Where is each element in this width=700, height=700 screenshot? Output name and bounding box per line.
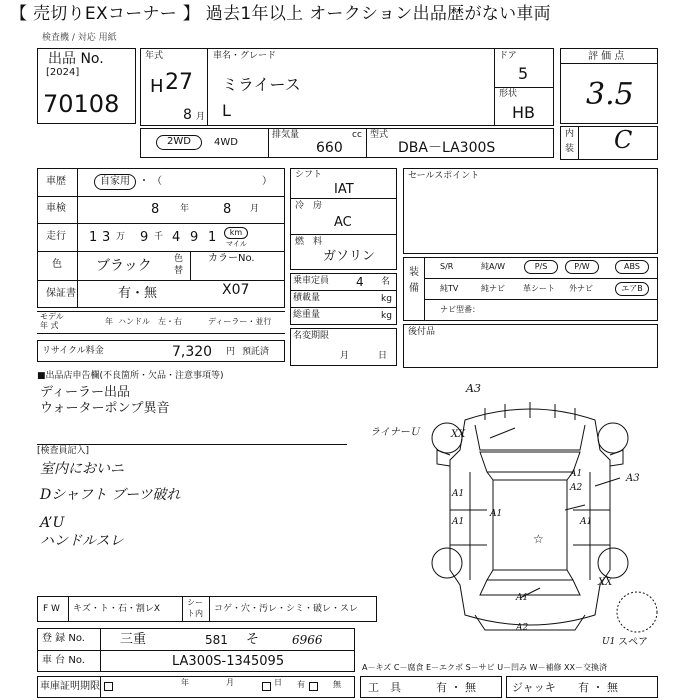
- tools-value: 有 ・ 無: [436, 681, 476, 694]
- model-year-month: 8: [183, 107, 192, 123]
- fw-label: F W: [43, 604, 60, 614]
- plate-class: 581: [205, 633, 228, 647]
- seat-label-1: シー: [187, 598, 203, 607]
- declaration-label: ■出品店申告欄(不良箇所・欠品・注意事項等): [37, 371, 224, 381]
- recycle-value: 7,320: [172, 344, 213, 360]
- history-label: 車歴: [46, 176, 66, 187]
- model-year-month-unit: 月: [196, 112, 206, 122]
- lot-number: 70108: [43, 90, 120, 118]
- recycle-unit: 円: [226, 347, 236, 357]
- recycle-status: 預託済: [242, 347, 270, 357]
- equip-tv: 純TV: [440, 284, 459, 293]
- plate-label: 登 録 No.: [42, 633, 85, 644]
- name-change-label: 名変期限: [293, 331, 330, 341]
- plate-region: 三重: [120, 632, 147, 647]
- declaration-line1: ディーラー出品: [40, 385, 130, 400]
- dmg-a1-right-1: A1: [570, 469, 583, 479]
- aircon-label: 冷 房: [295, 201, 323, 211]
- dmg-a3-right: A3: [626, 473, 640, 484]
- interior-label-2: 装: [565, 144, 575, 154]
- dmg-xx-bottom: XX: [598, 577, 613, 588]
- mileage-km: km: [224, 227, 248, 239]
- car-name-label: 車名・グレード: [213, 51, 277, 61]
- reg-label-2: 年 式: [40, 321, 59, 330]
- color-code-label: カラーNo.: [208, 253, 255, 264]
- warranty-label: 保証書: [46, 288, 76, 299]
- post-install-box: [403, 324, 658, 368]
- declaration-line2: ウォーターポンプ異音: [40, 401, 170, 416]
- chassis-value: LA300S-1345095: [172, 654, 285, 669]
- score-value: 3.5: [586, 77, 634, 112]
- equip-airbag: エアB: [615, 282, 649, 296]
- mileage-sen: 千: [154, 232, 164, 242]
- capacity-label: 乗車定員: [293, 276, 330, 286]
- dmg-spare-mark: U1: [602, 637, 616, 647]
- dmg-spare-label: スペア: [618, 637, 648, 648]
- reg-handle: ハンドル: [118, 317, 150, 326]
- name-change-day: 日: [378, 351, 388, 361]
- color-value: ブラック: [96, 258, 152, 274]
- reg-label-1: モデル: [40, 312, 64, 321]
- equip-ext-navi: 外ナビ: [569, 284, 593, 293]
- mileage-d2: 3: [102, 230, 111, 245]
- inspector-note-4: ハンドルスレ: [40, 533, 124, 549]
- equip-ps: P/S: [524, 260, 558, 274]
- displacement-value: 660: [316, 140, 343, 156]
- equip-navi-model: ナビ型番：: [440, 305, 480, 314]
- car-damage-diagram: [395, 380, 665, 650]
- mileage-d1: 1: [89, 230, 98, 245]
- garage-no: 無: [333, 680, 341, 689]
- jack-value: 有 ・ 無: [578, 681, 618, 694]
- roof: [493, 480, 567, 570]
- gross-weight-label: 総重量: [293, 310, 321, 320]
- fuel-value: ガソリン: [323, 249, 376, 264]
- car-grade: L: [222, 101, 231, 120]
- garage-yes: 有: [297, 680, 305, 689]
- lot-year-stamp: [2024]: [46, 67, 80, 78]
- shift-value: IAT: [334, 182, 354, 197]
- chassis-label: 車 台 No.: [42, 655, 85, 666]
- equip-abs: ABS: [615, 260, 649, 274]
- capacity-value: 4: [356, 275, 364, 289]
- equip-pw: P/W: [565, 260, 599, 274]
- mileage-mile: マイル: [226, 240, 247, 248]
- dmg-a1-left-1: A1: [452, 489, 465, 499]
- mileage-d5: 9: [190, 230, 199, 245]
- jack-label: ジャッキ: [512, 681, 556, 694]
- model-code-value: DBA－LA300S: [398, 140, 496, 156]
- wheel-rear-left: [432, 548, 462, 578]
- drive-2wd: 2WD: [156, 135, 202, 150]
- spare-tire: [617, 592, 657, 632]
- mileage-d3: 9: [140, 230, 149, 245]
- model-year-value: 27: [165, 70, 193, 95]
- shift-label: シフト: [295, 170, 323, 180]
- model-year-label: 年式: [145, 51, 164, 61]
- body-shape-value: HB: [512, 103, 536, 122]
- equip-sr: S/R: [440, 262, 454, 271]
- history-paren-close: ）: [262, 176, 272, 187]
- name-change-month: 月: [340, 351, 350, 361]
- garage-year: 年: [181, 678, 189, 687]
- mileage-man: 万: [116, 232, 126, 242]
- seat-label-2: ト内: [187, 609, 203, 618]
- banner-title: 【 売切りEXコーナー 】 過去1年以上 オークション出品歴がない車両: [10, 4, 551, 24]
- reg-year: 年: [105, 317, 113, 326]
- car-name: ミライース: [222, 75, 301, 94]
- aircon-value: AC: [334, 215, 352, 230]
- history-paren-open: （: [152, 176, 162, 187]
- interior-label-1: 内: [565, 129, 575, 139]
- load-label: 積載量: [293, 293, 321, 303]
- equip-alloy: 純A/W: [481, 262, 506, 271]
- dmg-star: ☆: [533, 532, 544, 546]
- model-year-era: H: [150, 76, 164, 97]
- color-change-1: 色: [174, 254, 184, 264]
- dmg-a1-left-3: A1: [490, 509, 503, 519]
- garage-label: 車庫証明期限: [40, 681, 100, 692]
- tools-label: 工 具: [368, 681, 401, 694]
- post-install-label: 後付品: [408, 327, 436, 337]
- dmg-a2-bottom: A2: [516, 623, 529, 633]
- equip-navi: 純ナビ: [481, 284, 505, 293]
- load-unit: kg: [381, 294, 392, 304]
- seat-content: コゲ・穴・汚レ・シミ・破レ・スレ: [214, 604, 359, 614]
- garage-month: 月: [226, 678, 234, 687]
- equipment-label-1: 装: [409, 267, 419, 278]
- inspector-note-3: A’U: [40, 515, 65, 531]
- dmg-a1-left-2: A1: [452, 517, 465, 527]
- capacity-unit: 名: [381, 277, 391, 287]
- model-code-label: 型式: [370, 130, 389, 140]
- inspection-month-unit: 月: [250, 204, 260, 214]
- garage-day: 日: [274, 678, 282, 687]
- dmg-a1-bottom: A1: [516, 593, 529, 603]
- warranty-value: 有・無: [118, 286, 158, 301]
- damage-legend: A－キズ C－腐食 E－エクボ S－サビ U－凹み W－補修 XX－交換済: [362, 663, 608, 672]
- fw-content: キズ・ト・石・割レX: [73, 604, 160, 614]
- fuel-label: 燃 料: [295, 237, 323, 247]
- sales-point-label: セールスポイント: [408, 171, 480, 181]
- displacement-unit: cc: [352, 130, 362, 140]
- inspector-label: [検査員記入]: [37, 446, 90, 456]
- reg-dealer: ディーラー・並行: [208, 317, 272, 326]
- wheel-front-right: [598, 423, 628, 453]
- dmg-liner: ライナーＵ: [370, 427, 420, 438]
- color-code: X07: [222, 282, 250, 298]
- lot-label: 出品 No.: [48, 51, 104, 67]
- equip-leather: 革シート: [523, 284, 555, 293]
- history-dot: ・: [139, 176, 149, 187]
- dmg-a2-right: A2: [570, 483, 583, 493]
- doors-value: 5: [518, 64, 529, 83]
- dmg-a1-right-2: A1: [580, 517, 593, 527]
- color-change-2: 替: [174, 266, 184, 276]
- sheet-type: 検査機 / 対応 用紙: [42, 33, 117, 43]
- inspector-note-1: 室内においニ: [40, 461, 124, 477]
- inspection-year-unit: 年: [180, 204, 190, 214]
- body-shape-label: 形状: [499, 89, 518, 99]
- recycle-label: リサイクル料金: [42, 346, 104, 356]
- dmg-a3-top: A3: [466, 382, 481, 395]
- windscreen: [480, 452, 580, 472]
- inspection-label: 車検: [46, 203, 66, 214]
- wheel-rear-right: [598, 548, 628, 578]
- history-private: 自家用: [94, 174, 136, 190]
- plate-number: 6966: [292, 633, 323, 647]
- interior-value: C: [614, 126, 633, 154]
- gross-weight-unit: kg: [381, 311, 392, 321]
- inspection-month: 8: [223, 202, 232, 217]
- reg-lr: 左・右: [158, 317, 182, 326]
- plate-hira: そ: [246, 632, 260, 647]
- mileage-d6: 1: [208, 230, 217, 245]
- inspection-year: 8: [151, 202, 160, 217]
- color-label: 色: [52, 259, 62, 270]
- drive-4wd: 4WD: [214, 137, 238, 148]
- inspector-note-2: Dシャフト ブーツ破れ: [40, 487, 181, 503]
- displacement-label: 排気量: [272, 130, 300, 140]
- score-label: 評 価 点: [588, 51, 625, 62]
- mileage-d4: 4: [172, 230, 181, 245]
- mileage-label: 走行: [46, 231, 66, 242]
- equipment-label-2: 備: [409, 283, 419, 294]
- doors-label: ドア: [499, 51, 517, 61]
- dmg-xx: XX: [451, 429, 466, 440]
- interior-box: [560, 126, 658, 160]
